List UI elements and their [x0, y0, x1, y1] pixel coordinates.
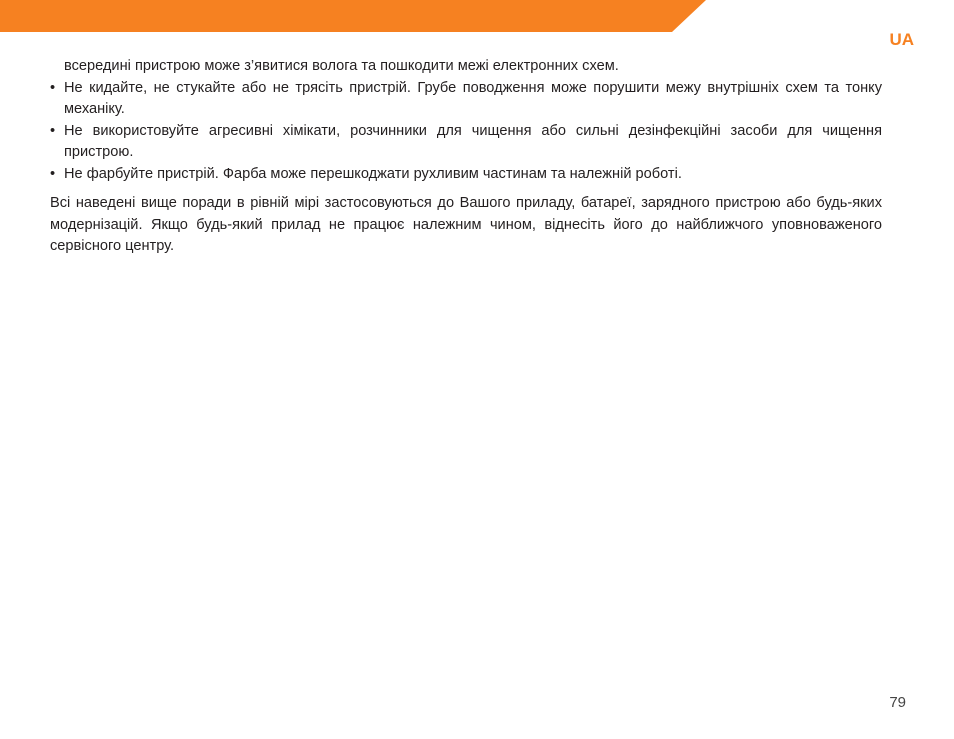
bullet-marker: • [50, 122, 56, 139]
page-number: 79 [889, 694, 906, 711]
list-item [50, 164, 882, 186]
bullet-list [50, 56, 882, 185]
language-code: UA [889, 30, 914, 49]
list-item-continuation [50, 56, 882, 78]
list-item [50, 121, 882, 164]
list-item-text: Не використовуйте агресивні хімікати, розчинники для чищення або сильні дезінфекційні засоби для чищення пристрою. [64, 122, 882, 160]
bullet-marker: • [50, 165, 56, 182]
list-item-text: всередині пристрою може з’явитися волога та пошкодити межі електронних схем. [64, 58, 619, 74]
document-content [50, 56, 882, 258]
header-band [0, 0, 954, 34]
bullet-marker: • [50, 79, 56, 96]
list-item-text: Не кидайте, не стукайте або не трясіть пристрій. Грубе поводження може порушити межу внутрішніх схем та тонку механіку. [64, 79, 882, 117]
summary-paragraph: Всі наведені вище поради в рівній мірі застосовуються до Вашого приладу, батареї, зарядного пристрою або будь-яких модернізацій. Якщо будь-який прилад не працює належним чином, віднесіть його до найближчого уповноваженого сервісного центру. [50, 195, 882, 254]
list-item [50, 78, 882, 121]
header-band-shape [0, 0, 706, 32]
list-item-text: Не фарбуйте пристрій. Фарба може перешкоджати рухливим частинам та належній роботі. [64, 165, 682, 182]
